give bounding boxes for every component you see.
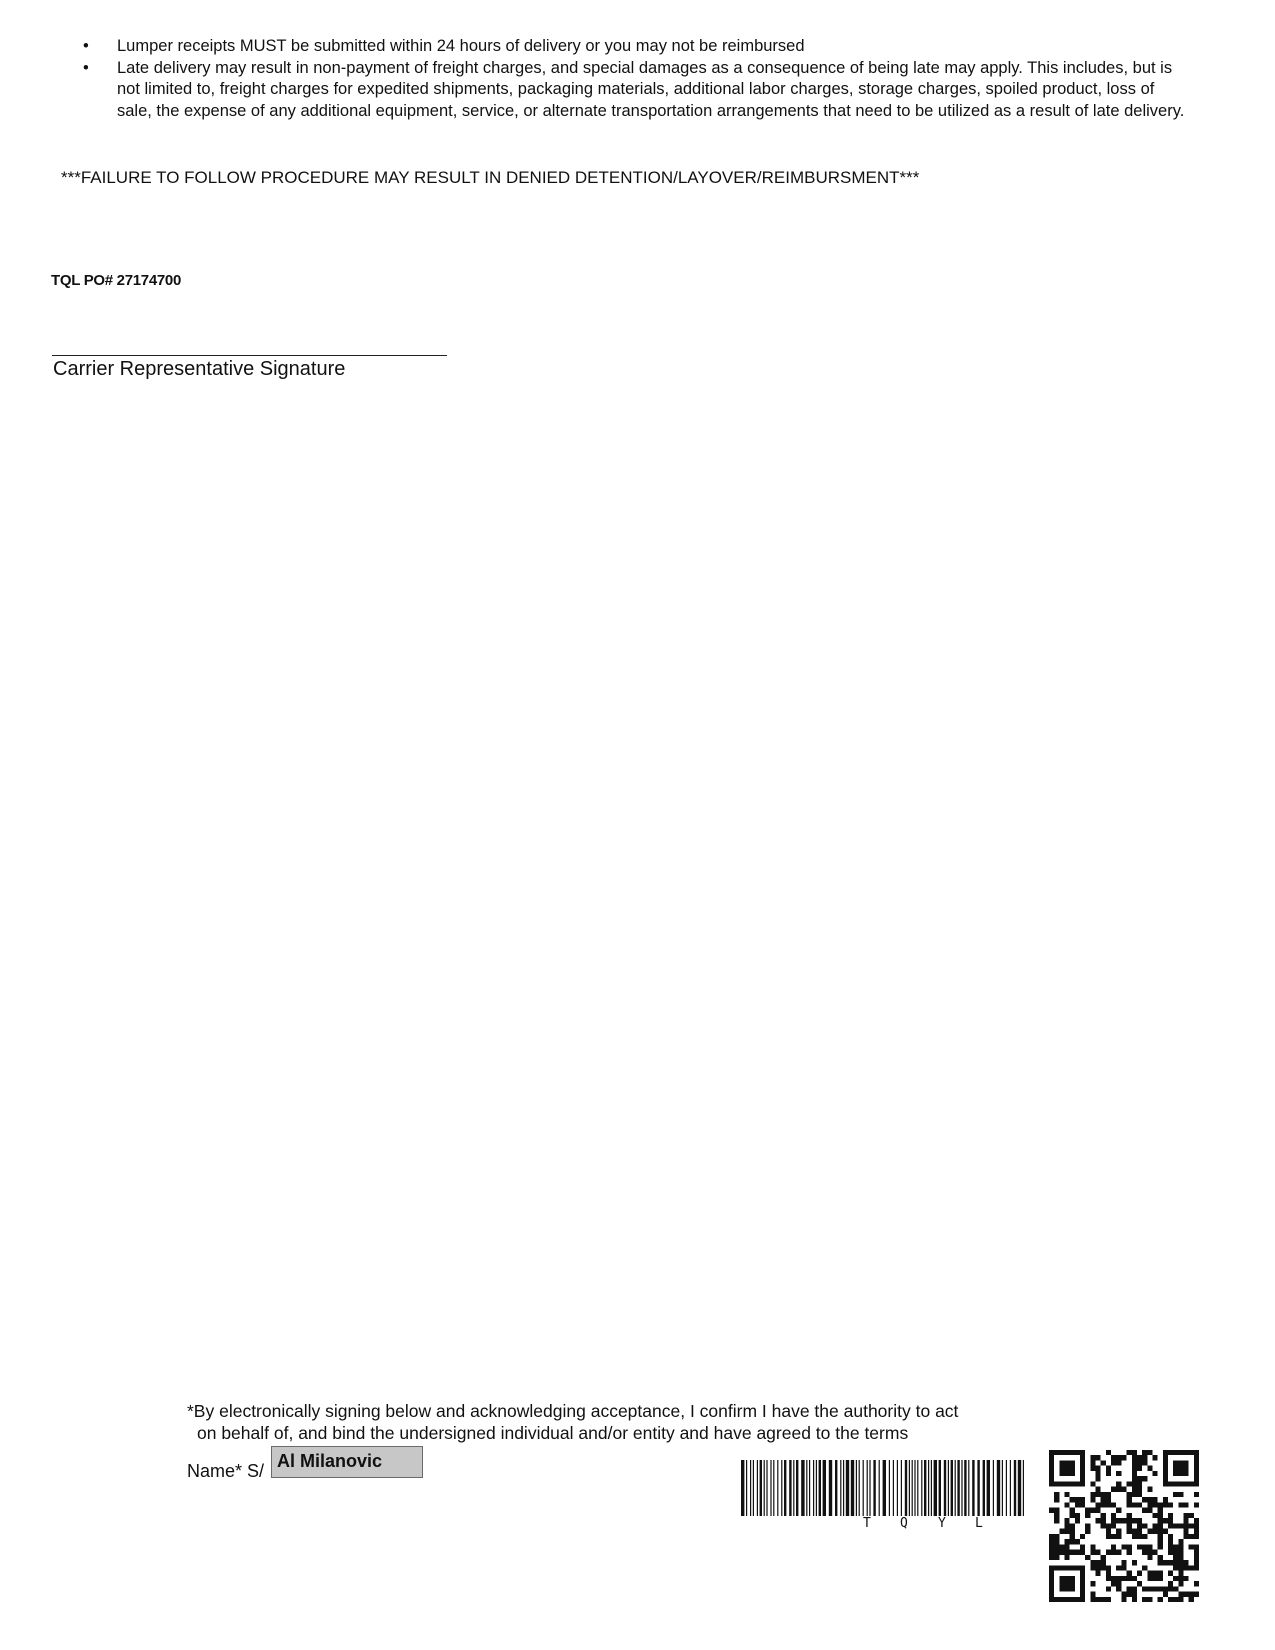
barcode-char: T xyxy=(863,1516,871,1531)
name-input[interactable]: Al Milanovic xyxy=(271,1446,423,1478)
signature-label: Carrier Representative Signature xyxy=(53,358,346,380)
instructions-list xyxy=(83,36,1193,122)
barcode-caption xyxy=(741,1516,1027,1534)
qr-code-icon xyxy=(1049,1450,1199,1602)
signature-line xyxy=(52,355,447,356)
acknowledgment-line-2: on behalf of, and bind the undersigned individual and/or entity and have agreed to the terms xyxy=(197,1423,909,1443)
bullet-icon: • xyxy=(83,58,89,77)
list-item xyxy=(83,36,1193,58)
po-number: TQL PO# 27174700 xyxy=(51,272,182,289)
acknowledgment-text xyxy=(187,1400,958,1444)
bullet-icon: • xyxy=(83,37,89,55)
barcode-char: L xyxy=(975,1516,983,1531)
bullet-text: Late delivery may result in non-payment of freight charges, and special damages as a consequence of being late may apply. This includes, but is not limited to, freight charges for expedited shipments, packaging materials, additional labor charges, storage charges, spoiled product, loss of sale, the expense of any additional equipment, service, or alternate transportation arrangements that need to be utilized as a result of late delivery. xyxy=(117,58,1185,120)
barcode-char: Y xyxy=(938,1516,946,1531)
barcode-icon xyxy=(741,1460,1027,1516)
name-field-label: Name* S/ xyxy=(187,1461,265,1481)
acknowledgment-line-1: *By electronically signing below and acknowledging acceptance, I confirm I have the authority to act xyxy=(187,1401,959,1421)
procedure-warning: ***FAILURE TO FOLLOW PROCEDURE MAY RESULT IN DENIED DETENTION/LAYOVER/REIMBURSMENT*** xyxy=(61,168,920,187)
list-item xyxy=(83,58,1193,123)
barcode-char: Q xyxy=(900,1516,908,1531)
bullet-text: Lumper receipts MUST be submitted within 24 hours of delivery or you may not be reimbursed xyxy=(117,37,805,55)
